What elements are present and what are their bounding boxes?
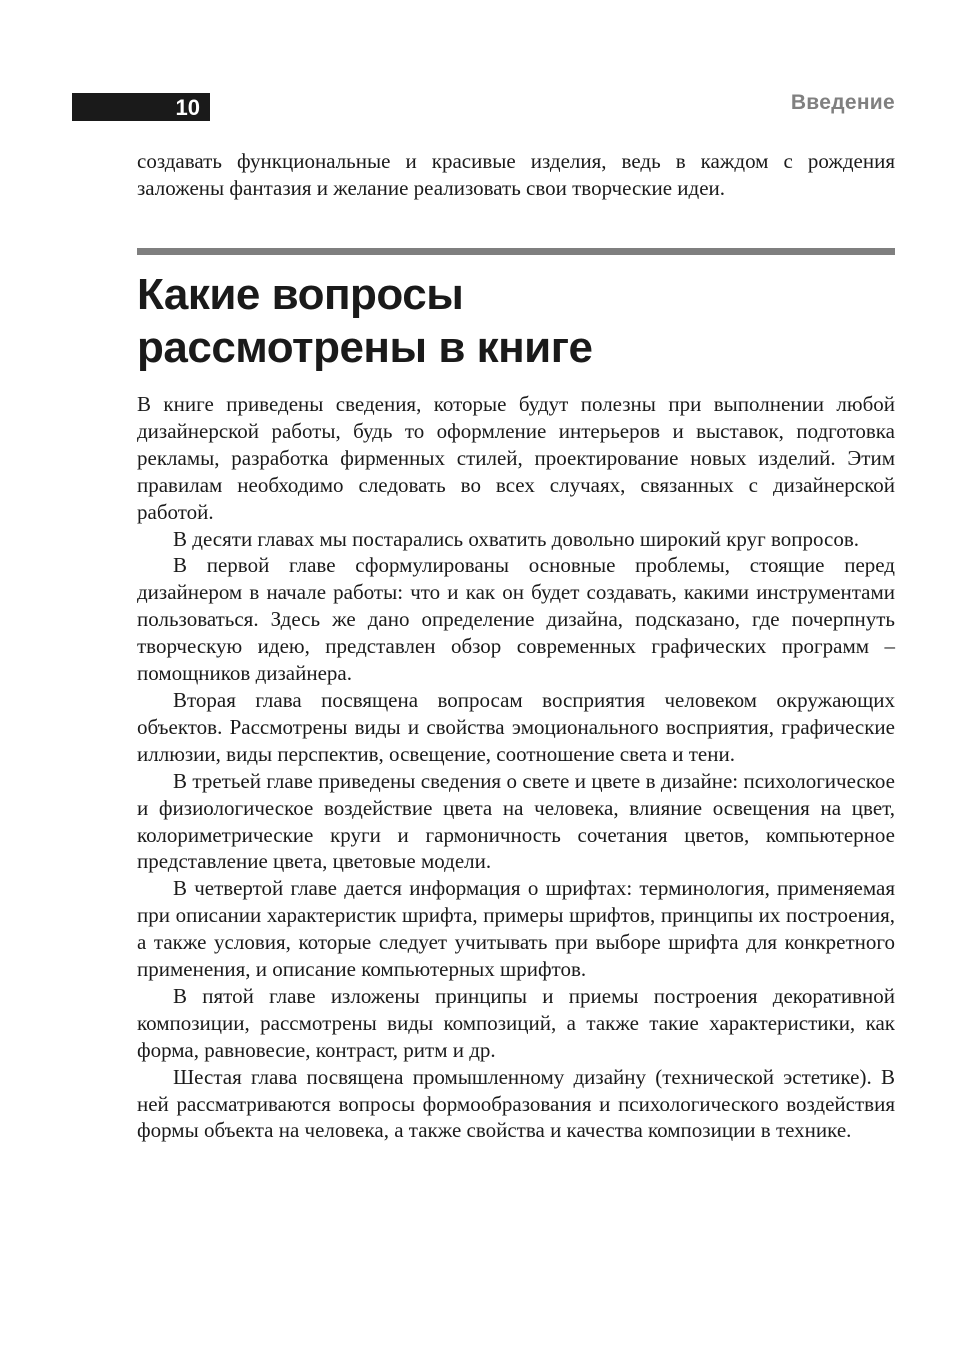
section-rule [137, 248, 895, 255]
section-body [137, 391, 895, 1144]
intro-paragraph: создавать функциональные и красивые изделия, ведь в каждом с рождения заложены фантазия и желание реализовать свои творческие идеи. [137, 149, 895, 200]
paragraph: В пятой главе изложены принципы и приемы построения декоративной композиции, рассмотрены виды композиций, а также такие характеристики, как форма, равновесие, контраст, ритм и др. [137, 983, 895, 1062]
paragraph: Вторая глава посвящена вопросам восприятия человеком окружающих объектов. Рассмотрены виды и свойства эмоционального восприятия, графические иллюзии, виды перспектив, освещение, соотношение света и тени. [137, 687, 895, 766]
page-number: 10 [175, 95, 200, 120]
paragraph: В четвертой главе дается информация о шрифтах: терминология, применяемая при описании характеристик шрифта, примеры шрифтов, принципы их построения, а также условия, которые следует учитывать при выборе шрифта для конкретного применения, и описание компьютерных шрифтов. [137, 876, 895, 982]
paragraph: В десяти главах мы постарались охватить довольно широкий круг вопросов. [173, 526, 860, 551]
section-title-line-1: Какие вопросы [137, 270, 464, 319]
paragraph: В третьей главе приведены сведения о свете и цвете в дизайне: психологическое и физиологическое воздействие цвета на человека, влияние освещения на цвет, колориметрические круги и гармоничность сочетания цветов, компьютерное представление цвета, цветовые модели. [137, 768, 895, 874]
running-head: Введение [790, 91, 895, 114]
page-number-bar [72, 93, 210, 121]
paragraph: В книге приведены сведения, которые будут полезны при выполнении любой дизайнерской работы, будь то оформление интерьеров и выставок, подготовка рекламы, разработка фирменных стилей, проектирование новых изделий. Этим правилам необходимо следовать во всех случаях, связанных с дизайнерской работой. [137, 392, 895, 524]
paragraph: Шестая глава посвящена промышленному дизайну (технической эстетике). В ней рассматриваются вопросы формообразования и психологического воздействия формы объекта на человека, а также свойства и качества композиции в технике. [137, 1064, 895, 1143]
section-title [137, 268, 895, 374]
section-title-line-2: рассмотрены в книге [137, 323, 593, 372]
paragraph: В первой главе сформулированы основные проблемы, стоящие перед дизайнером в начале работы: что и как он будет создавать, какими инструментами пользоваться. Здесь же дано определение дизайна, подсказано, где почерпнуть творческую идею, представлен обзор современных графических программ – помощников дизайнера. [137, 553, 895, 686]
